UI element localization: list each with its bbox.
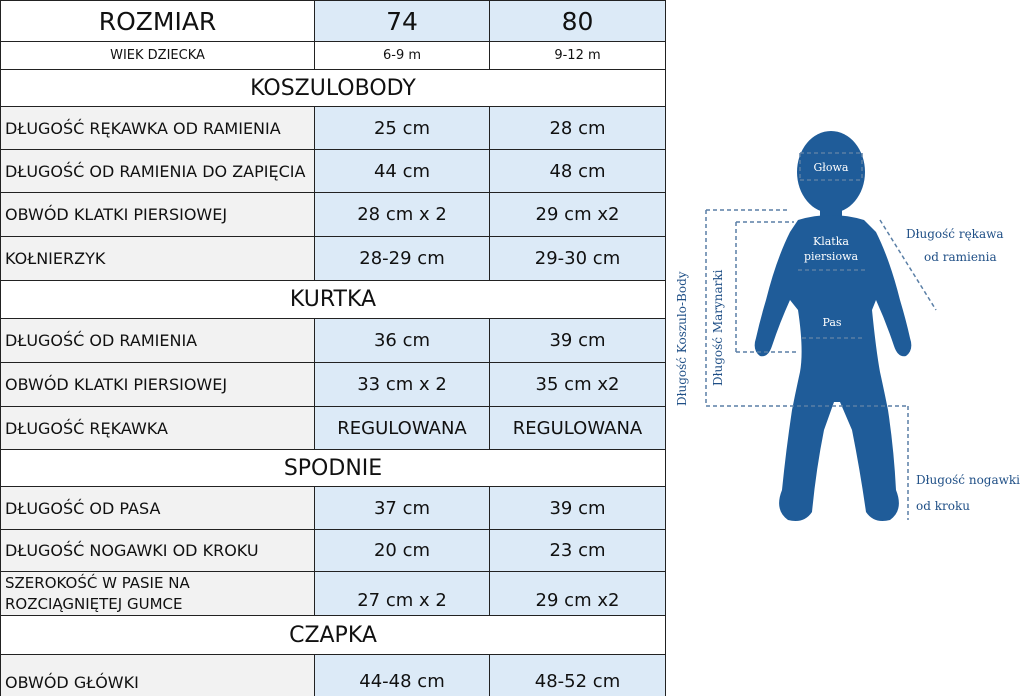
section-czapka [0, 615, 666, 654]
row-label: DŁUGOŚĆ OD RAMIENIA [0, 318, 314, 362]
row-value-74: 37 cm [314, 486, 489, 529]
baby-measurement-diagram [670, 110, 1024, 550]
row-label: DŁUGOŚĆ RĘKAWKA OD RAMIENIA [0, 106, 314, 149]
head-label: Głowa [813, 161, 849, 174]
row-value-80: 28 cm [489, 106, 666, 149]
row-label: OBWÓD KLATKI PIERSIOWEJ [0, 192, 314, 236]
chest-label-line1: Klatka [813, 235, 849, 248]
table-row [0, 362, 666, 406]
row-value-74: 20 cm [314, 529, 489, 571]
row-value-74: 44-48 cm [314, 654, 489, 696]
table-row [0, 406, 666, 449]
section-title: CZAPKA [0, 615, 666, 654]
jacket-length-label: Długość Marynarki [711, 269, 725, 386]
row-value-74: 25 cm [314, 106, 489, 149]
table-row [0, 192, 666, 236]
table-row [0, 106, 666, 149]
row-value-80: 48 cm [489, 149, 666, 192]
row-value-80: 23 cm [489, 529, 666, 571]
section-title: KOSZULOBODY [0, 69, 666, 106]
waist-label: Pas [822, 316, 842, 329]
sleeve-label-line2: od ramienia [924, 250, 997, 264]
section-spodnie [0, 449, 666, 486]
row-label: DŁUGOŚĆ OD PASA [0, 486, 314, 529]
row-label: DŁUGOŚĆ NOGAWKI OD KROKU [0, 529, 314, 571]
table-row [0, 529, 666, 571]
chest-label-line2: piersiowa [803, 250, 859, 263]
table-row [0, 236, 666, 280]
age-label: WIEK DZIECKA [0, 41, 314, 69]
row-value-80: 39 cm [489, 318, 666, 362]
size-80-header: 80 [489, 0, 666, 41]
size-header-label: ROZMIAR [0, 0, 314, 41]
age-row [0, 41, 666, 69]
size-74-header: 74 [314, 0, 489, 41]
row-value-80: REGULOWANA [489, 406, 666, 449]
row-value-74: 33 cm x 2 [314, 362, 489, 406]
table-row [0, 318, 666, 362]
row-value-80: 39 cm [489, 486, 666, 529]
inseam-label-line1: Długość nogawki [916, 473, 1021, 487]
row-value-80: 48-52 cm [489, 654, 666, 696]
row-value-80: 29 cm x2 [489, 192, 666, 236]
row-value-74: REGULOWANA [314, 406, 489, 449]
row-value-74: 36 cm [314, 318, 489, 362]
section-kurtka [0, 280, 666, 318]
age-74: 6-9 m [314, 41, 489, 69]
age-80: 9-12 m [489, 41, 666, 69]
inseam-label-line2: od kroku [916, 499, 970, 513]
row-label: KOŁNIERZYK [0, 236, 314, 280]
section-title: KURTKA [0, 280, 666, 318]
sleeve-label-line1: Długość rękawa [906, 227, 1004, 241]
row-label: OBWÓD KLATKI PIERSIOWEJ [0, 362, 314, 406]
row-value-80: 29-30 cm [489, 236, 666, 280]
table-row [0, 149, 666, 192]
section-koszulobody [0, 69, 666, 106]
table-row [0, 571, 666, 615]
table-row [0, 654, 666, 696]
section-title: SPODNIE [0, 449, 666, 486]
row-label-line1: SZEROKOŚĆ W PASIE NA [5, 573, 190, 592]
row-value-74: 28 cm x 2 [314, 192, 489, 236]
row-label-line2: ROZCIĄGNIĘTEJ GUMCE [5, 594, 183, 613]
body-length-label: Długość Koszulo-Body [675, 271, 689, 406]
row-value-74: 27 cm x 2 [314, 571, 489, 615]
row-label: OBWÓD GŁÓWKI [0, 654, 314, 696]
row-label [0, 571, 314, 615]
row-value-80: 29 cm x2 [489, 571, 666, 615]
header-row [0, 0, 666, 41]
row-value-74: 44 cm [314, 149, 489, 192]
row-label: DŁUGOŚĆ OD RAMIENIA DO ZAPIĘCIA [0, 149, 314, 192]
row-label: DŁUGOŚĆ RĘKAWKA [0, 406, 314, 449]
row-value-74: 28-29 cm [314, 236, 489, 280]
table-row [0, 486, 666, 529]
row-value-80: 35 cm x2 [489, 362, 666, 406]
